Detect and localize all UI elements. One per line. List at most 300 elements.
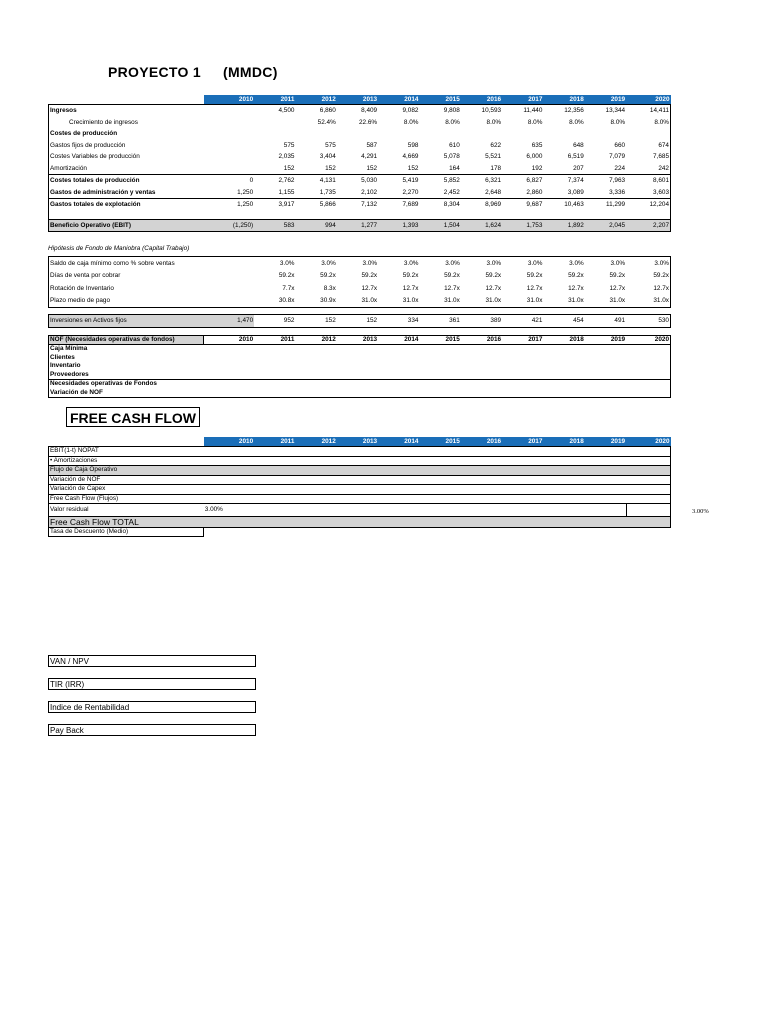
year-cell: 2012 bbox=[295, 95, 336, 105]
year-cell: 2017 bbox=[502, 95, 543, 105]
value-cell bbox=[585, 516, 626, 527]
nof-header-row bbox=[49, 336, 671, 345]
value-cell: 6,827 bbox=[502, 175, 543, 187]
value-cell bbox=[543, 516, 584, 527]
row-label: Beneficio Operativo (EBIT) bbox=[49, 219, 204, 232]
table-row bbox=[49, 516, 671, 527]
value-cell: 59.2x bbox=[278, 272, 295, 279]
value-cell: 3.0% bbox=[626, 257, 670, 270]
value-cell: 9,687 bbox=[502, 199, 543, 211]
table-row bbox=[49, 447, 671, 457]
value-cell bbox=[461, 371, 502, 380]
value-cell: 7.7x bbox=[282, 284, 295, 292]
value-cell: 6,519 bbox=[567, 153, 584, 160]
year-cell: 2020 bbox=[626, 95, 670, 105]
value-cell bbox=[419, 485, 460, 495]
value-cell bbox=[295, 485, 336, 495]
year-cell: 2020 bbox=[626, 437, 670, 447]
metric-3: Pay Back bbox=[48, 724, 256, 736]
value-cell bbox=[585, 527, 626, 537]
value-cell: 1,504 bbox=[419, 219, 460, 232]
metric-1: TIR (IRR) bbox=[48, 678, 256, 690]
row-label: Gastos fijos de producción bbox=[49, 140, 204, 152]
row-label: EBIT(1-t) NOPAT bbox=[49, 447, 204, 457]
value-cell: 152 bbox=[325, 164, 336, 172]
value-cell bbox=[543, 380, 584, 389]
value-cell: 1,624 bbox=[461, 219, 502, 232]
value-cell: 2,207 bbox=[626, 219, 670, 232]
value-cell bbox=[204, 362, 254, 371]
value-cell: 4,131 bbox=[295, 175, 336, 187]
value-cell bbox=[461, 456, 502, 466]
value-cell bbox=[585, 447, 626, 457]
value-cell bbox=[295, 354, 336, 363]
value-cell bbox=[543, 362, 584, 371]
value-cell bbox=[254, 380, 295, 389]
value-cell: 7,689 bbox=[378, 199, 419, 211]
value-cell: 31.0x bbox=[419, 295, 460, 308]
value-cell bbox=[254, 362, 295, 371]
row-label: Flujo de Caja Operativo bbox=[49, 466, 204, 476]
value-cell bbox=[378, 466, 419, 476]
row-label: Variación de Capex bbox=[49, 485, 204, 495]
value-cell: 2,270 bbox=[402, 188, 419, 196]
value-cell bbox=[502, 485, 543, 495]
year-cell: 2010 bbox=[204, 95, 254, 105]
value-cell bbox=[337, 389, 378, 398]
row-label: Saldo de caja mínimo como % sobre ventas bbox=[49, 257, 204, 270]
value-cell bbox=[378, 527, 419, 537]
table-row bbox=[49, 270, 671, 283]
value-cell bbox=[502, 494, 543, 504]
table-row bbox=[49, 295, 671, 308]
value-cell bbox=[626, 380, 670, 389]
value-cell: 10,463 bbox=[543, 199, 584, 211]
row-label: Costes de producción bbox=[49, 128, 204, 140]
value-cell bbox=[461, 516, 502, 527]
value-cell bbox=[461, 389, 502, 398]
value-cell: 5,852 bbox=[419, 175, 460, 187]
value-cell bbox=[543, 345, 584, 354]
value-cell: 12.7x bbox=[444, 284, 460, 292]
value-cell bbox=[626, 371, 670, 380]
value-cell bbox=[543, 466, 584, 476]
value-cell: 389 bbox=[461, 315, 502, 328]
value-cell bbox=[378, 456, 419, 466]
value-cell bbox=[254, 447, 295, 457]
value-cell: 2,860 bbox=[526, 188, 543, 196]
value-cell bbox=[337, 354, 378, 363]
row-label: Variación de NOF bbox=[49, 389, 204, 398]
value-cell bbox=[419, 380, 460, 389]
value-cell: 583 bbox=[254, 219, 295, 232]
value-cell bbox=[204, 140, 254, 152]
value-cell: 22.6% bbox=[358, 118, 378, 126]
value-cell: 12.7x bbox=[485, 284, 502, 292]
value-cell: 1,892 bbox=[543, 219, 584, 232]
table-row bbox=[49, 315, 671, 328]
value-cell: 8.0% bbox=[445, 118, 460, 126]
value-cell bbox=[626, 504, 670, 517]
table-row bbox=[49, 504, 671, 517]
value-cell bbox=[585, 485, 626, 495]
row-label: Inventario bbox=[49, 362, 204, 371]
value-cell: 4,669 bbox=[402, 153, 419, 160]
value-cell: 7,963 bbox=[585, 175, 626, 187]
value-cell bbox=[295, 371, 336, 380]
value-cell bbox=[626, 475, 670, 485]
value-cell bbox=[419, 504, 460, 517]
value-cell: 660 bbox=[614, 141, 626, 149]
value-cell bbox=[419, 128, 460, 140]
value-cell: 59.2x bbox=[609, 272, 626, 279]
year-cell: 2018 bbox=[543, 95, 584, 105]
value-cell bbox=[543, 371, 584, 380]
value-cell bbox=[502, 389, 543, 398]
value-cell: 59.2x bbox=[402, 272, 419, 279]
value-cell: 59.2x bbox=[361, 272, 378, 279]
value-cell bbox=[295, 380, 336, 389]
value-cell bbox=[204, 117, 254, 129]
table-row bbox=[49, 494, 671, 504]
table-row bbox=[49, 140, 671, 152]
value-cell bbox=[543, 485, 584, 495]
value-cell: 8.0% bbox=[527, 118, 543, 126]
table-row bbox=[49, 163, 671, 175]
value-cell bbox=[295, 504, 336, 517]
value-cell bbox=[585, 475, 626, 485]
value-cell bbox=[626, 494, 670, 504]
year-header-row bbox=[49, 437, 671, 447]
value-cell bbox=[461, 447, 502, 457]
value-cell bbox=[378, 345, 419, 354]
value-cell: 2,648 bbox=[485, 188, 502, 196]
value-cell: 6,000 bbox=[526, 153, 543, 160]
value-cell bbox=[204, 494, 254, 504]
value-cell bbox=[419, 516, 460, 527]
value-cell: 11,440 bbox=[502, 105, 543, 117]
table-row bbox=[49, 282, 671, 295]
value-cell bbox=[204, 257, 254, 270]
row-label: Tasa de Descuento (Medio) bbox=[49, 527, 204, 537]
row-label bbox=[49, 437, 204, 447]
value-cell: 1,277 bbox=[337, 219, 378, 232]
value-cell: 152 bbox=[366, 164, 378, 172]
fcf-table bbox=[48, 437, 671, 537]
value-cell bbox=[337, 380, 378, 389]
value-cell: 5,030 bbox=[337, 175, 378, 187]
row-label: Necesidades operativas de Fondos bbox=[49, 380, 204, 389]
year-cell: 2015 bbox=[419, 437, 460, 447]
value-cell: 5,866 bbox=[295, 199, 336, 211]
value-cell: 11,299 bbox=[585, 199, 626, 211]
value-cell bbox=[585, 354, 626, 363]
value-cell: 2,452 bbox=[443, 188, 460, 196]
value-cell bbox=[378, 516, 419, 527]
value-cell bbox=[295, 128, 336, 140]
value-cell: 8.0% bbox=[403, 118, 419, 126]
value-cell bbox=[461, 345, 502, 354]
value-cell: 13,344 bbox=[585, 105, 626, 117]
value-cell bbox=[461, 504, 502, 517]
value-cell bbox=[295, 466, 336, 476]
value-cell bbox=[204, 295, 254, 308]
value-cell bbox=[461, 527, 502, 537]
year-cell: 2010 bbox=[204, 437, 254, 447]
value-cell: 3.0% bbox=[337, 257, 378, 270]
value-cell: 575 bbox=[283, 141, 295, 149]
value-cell: 598 bbox=[407, 141, 419, 149]
year-cell: 2016 bbox=[461, 336, 502, 345]
value-cell: 1,250 bbox=[204, 199, 254, 211]
value-cell bbox=[543, 128, 584, 140]
year-header-row bbox=[49, 95, 671, 105]
value-cell: 192 bbox=[531, 164, 543, 172]
value-cell: 12.7x bbox=[402, 284, 419, 292]
row-label: Días de venta por cobrar bbox=[49, 270, 204, 283]
value-cell: 8,304 bbox=[419, 199, 460, 211]
value-cell: 1,250 bbox=[237, 188, 254, 196]
value-cell bbox=[543, 354, 584, 363]
value-cell: 3,404 bbox=[319, 153, 336, 160]
table-row bbox=[49, 389, 671, 398]
value-cell bbox=[204, 151, 254, 163]
value-cell: 0 bbox=[204, 175, 254, 187]
row-label: Ingresos bbox=[49, 105, 204, 117]
value-cell bbox=[543, 447, 584, 457]
row-label: Caja Mínima bbox=[49, 345, 204, 354]
year-cell: 2019 bbox=[585, 95, 626, 105]
value-cell bbox=[295, 475, 336, 485]
value-cell bbox=[419, 345, 460, 354]
value-cell: 1,470 bbox=[204, 315, 254, 328]
value-cell: 8.3x bbox=[323, 284, 336, 292]
table-row bbox=[49, 475, 671, 485]
value-cell: 674 bbox=[626, 140, 670, 152]
row-label: Free Cash Flow (Flujos) bbox=[49, 494, 204, 504]
value-cell bbox=[461, 494, 502, 504]
value-cell bbox=[204, 389, 254, 398]
value-cell bbox=[254, 475, 295, 485]
value-cell bbox=[254, 504, 295, 517]
value-cell bbox=[626, 516, 670, 527]
value-cell bbox=[378, 485, 419, 495]
value-cell bbox=[295, 527, 336, 537]
value-cell bbox=[585, 389, 626, 398]
value-cell: 52.4% bbox=[317, 118, 336, 126]
value-cell: 7,374 bbox=[543, 175, 584, 187]
value-cell bbox=[585, 494, 626, 504]
value-cell bbox=[204, 447, 254, 457]
value-cell: 1,155 bbox=[278, 188, 295, 196]
value-cell bbox=[543, 475, 584, 485]
value-cell bbox=[204, 128, 254, 140]
value-cell: 8,601 bbox=[626, 175, 670, 187]
value-cell: 635 bbox=[531, 141, 543, 149]
value-cell: 152 bbox=[295, 315, 336, 328]
value-cell: 31.0x bbox=[378, 295, 419, 308]
value-cell bbox=[461, 354, 502, 363]
spacer-cell bbox=[49, 211, 671, 220]
year-cell: 2011 bbox=[254, 336, 295, 345]
value-cell bbox=[585, 456, 626, 466]
spacer-row bbox=[49, 211, 671, 220]
wc-table bbox=[48, 256, 671, 308]
table-row bbox=[49, 151, 671, 163]
value-cell: 59.2x bbox=[626, 270, 670, 283]
value-cell bbox=[626, 362, 670, 371]
value-cell bbox=[378, 371, 419, 380]
value-cell bbox=[502, 516, 543, 527]
value-cell: 3.0% bbox=[419, 257, 460, 270]
table-row bbox=[49, 456, 671, 466]
table-row bbox=[49, 219, 671, 232]
value-cell: 454 bbox=[543, 315, 584, 328]
value-cell bbox=[337, 456, 378, 466]
table-row bbox=[49, 371, 671, 380]
value-cell: 2,045 bbox=[585, 219, 626, 232]
year-cell: 2013 bbox=[337, 437, 378, 447]
value-cell: 10,593 bbox=[461, 105, 502, 117]
value-cell bbox=[254, 128, 295, 140]
value-cell: 12.7x bbox=[568, 284, 584, 292]
value-cell: 12,356 bbox=[543, 105, 584, 117]
row-label: Costes Variables de producción bbox=[49, 151, 204, 163]
value-cell bbox=[626, 466, 670, 476]
row-label: Proveedores bbox=[49, 371, 204, 380]
value-cell bbox=[204, 527, 254, 537]
table-row bbox=[49, 199, 671, 211]
year-cell: 2015 bbox=[419, 95, 460, 105]
value-cell: 12.7x bbox=[361, 284, 378, 292]
value-cell: 12,204 bbox=[626, 199, 670, 211]
value-cell: 3.0% bbox=[254, 257, 295, 270]
value-cell bbox=[502, 380, 543, 389]
value-cell bbox=[254, 485, 295, 495]
side-note: 3.00% bbox=[692, 508, 709, 515]
value-cell: 3.0% bbox=[461, 257, 502, 270]
value-cell: 1,753 bbox=[502, 219, 543, 232]
value-cell bbox=[502, 527, 543, 537]
income-table bbox=[48, 95, 671, 232]
value-cell: 7,132 bbox=[337, 199, 378, 211]
row-label: • Amortizaciones bbox=[49, 456, 204, 466]
value-cell bbox=[337, 504, 378, 517]
value-cell: 8.0% bbox=[486, 118, 502, 126]
table-row bbox=[49, 466, 671, 476]
year-cell: 2014 bbox=[378, 95, 419, 105]
value-cell bbox=[204, 105, 254, 117]
year-cell: 2019 bbox=[585, 437, 626, 447]
value-cell bbox=[378, 354, 419, 363]
value-cell: 164 bbox=[449, 164, 460, 172]
value-cell bbox=[419, 494, 460, 504]
value-cell bbox=[337, 371, 378, 380]
value-cell bbox=[204, 456, 254, 466]
value-cell: 361 bbox=[419, 315, 460, 328]
value-cell: 242 bbox=[626, 163, 670, 175]
value-cell bbox=[204, 345, 254, 354]
value-cell: 152 bbox=[283, 164, 295, 172]
value-cell bbox=[295, 456, 336, 466]
value-cell bbox=[419, 475, 460, 485]
value-cell bbox=[626, 345, 670, 354]
value-cell bbox=[337, 475, 378, 485]
value-cell: 334 bbox=[378, 315, 419, 328]
capex-table bbox=[48, 314, 671, 328]
value-cell: 9,808 bbox=[419, 105, 460, 117]
value-cell bbox=[254, 527, 295, 537]
value-cell: 4,291 bbox=[361, 153, 378, 160]
metric-2: Indice de Rentabilidad bbox=[48, 701, 256, 713]
year-cell: 2010 bbox=[204, 336, 254, 345]
nof-table bbox=[48, 335, 671, 398]
table-row bbox=[49, 485, 671, 495]
value-cell: 491 bbox=[585, 315, 626, 328]
year-cell: 2011 bbox=[254, 95, 295, 105]
value-cell bbox=[543, 527, 584, 537]
value-cell bbox=[295, 516, 336, 527]
value-cell: 2,102 bbox=[361, 188, 378, 196]
value-cell bbox=[461, 128, 502, 140]
value-cell bbox=[295, 362, 336, 371]
value-cell: 1,393 bbox=[378, 219, 419, 232]
row-label: Crecimiento de ingresos bbox=[49, 117, 204, 129]
year-cell: 2016 bbox=[461, 437, 502, 447]
value-cell bbox=[204, 380, 254, 389]
value-cell: 9,082 bbox=[378, 105, 419, 117]
value-cell bbox=[502, 362, 543, 371]
value-cell bbox=[337, 527, 378, 537]
value-cell bbox=[626, 447, 670, 457]
table-row bbox=[49, 117, 671, 129]
value-cell bbox=[543, 494, 584, 504]
value-cell bbox=[254, 456, 295, 466]
value-cell bbox=[204, 371, 254, 380]
value-cell: 59.2x bbox=[526, 272, 543, 279]
row-label: Rotación de Inventario bbox=[49, 282, 204, 295]
row-label: NOF (Necesidades operativas de fondos) bbox=[49, 336, 204, 345]
value-cell bbox=[378, 504, 419, 517]
value-cell: 12.7x bbox=[609, 284, 626, 292]
value-cell: 610 bbox=[449, 141, 460, 149]
value-cell bbox=[461, 466, 502, 476]
value-cell bbox=[378, 380, 419, 389]
value-cell bbox=[626, 389, 670, 398]
value-cell: 3.00% bbox=[204, 504, 254, 517]
value-cell bbox=[585, 371, 626, 380]
value-cell bbox=[502, 456, 543, 466]
value-cell bbox=[461, 475, 502, 485]
value-cell bbox=[502, 447, 543, 457]
value-cell: 6,321 bbox=[461, 175, 502, 187]
value-cell bbox=[254, 466, 295, 476]
value-cell bbox=[204, 466, 254, 476]
page-title bbox=[108, 64, 278, 80]
project-unit: (MMDC) bbox=[223, 64, 278, 80]
value-cell bbox=[585, 504, 626, 517]
value-cell: 1,735 bbox=[319, 188, 336, 196]
metric-0: VAN / NPV bbox=[48, 655, 256, 667]
value-cell bbox=[337, 466, 378, 476]
value-cell: 12.7x bbox=[626, 282, 670, 295]
value-cell bbox=[337, 362, 378, 371]
value-cell bbox=[204, 282, 254, 295]
value-cell: 7,079 bbox=[609, 153, 626, 160]
value-cell: 30.9x bbox=[295, 295, 336, 308]
value-cell bbox=[461, 362, 502, 371]
year-cell: 2017 bbox=[502, 336, 543, 345]
